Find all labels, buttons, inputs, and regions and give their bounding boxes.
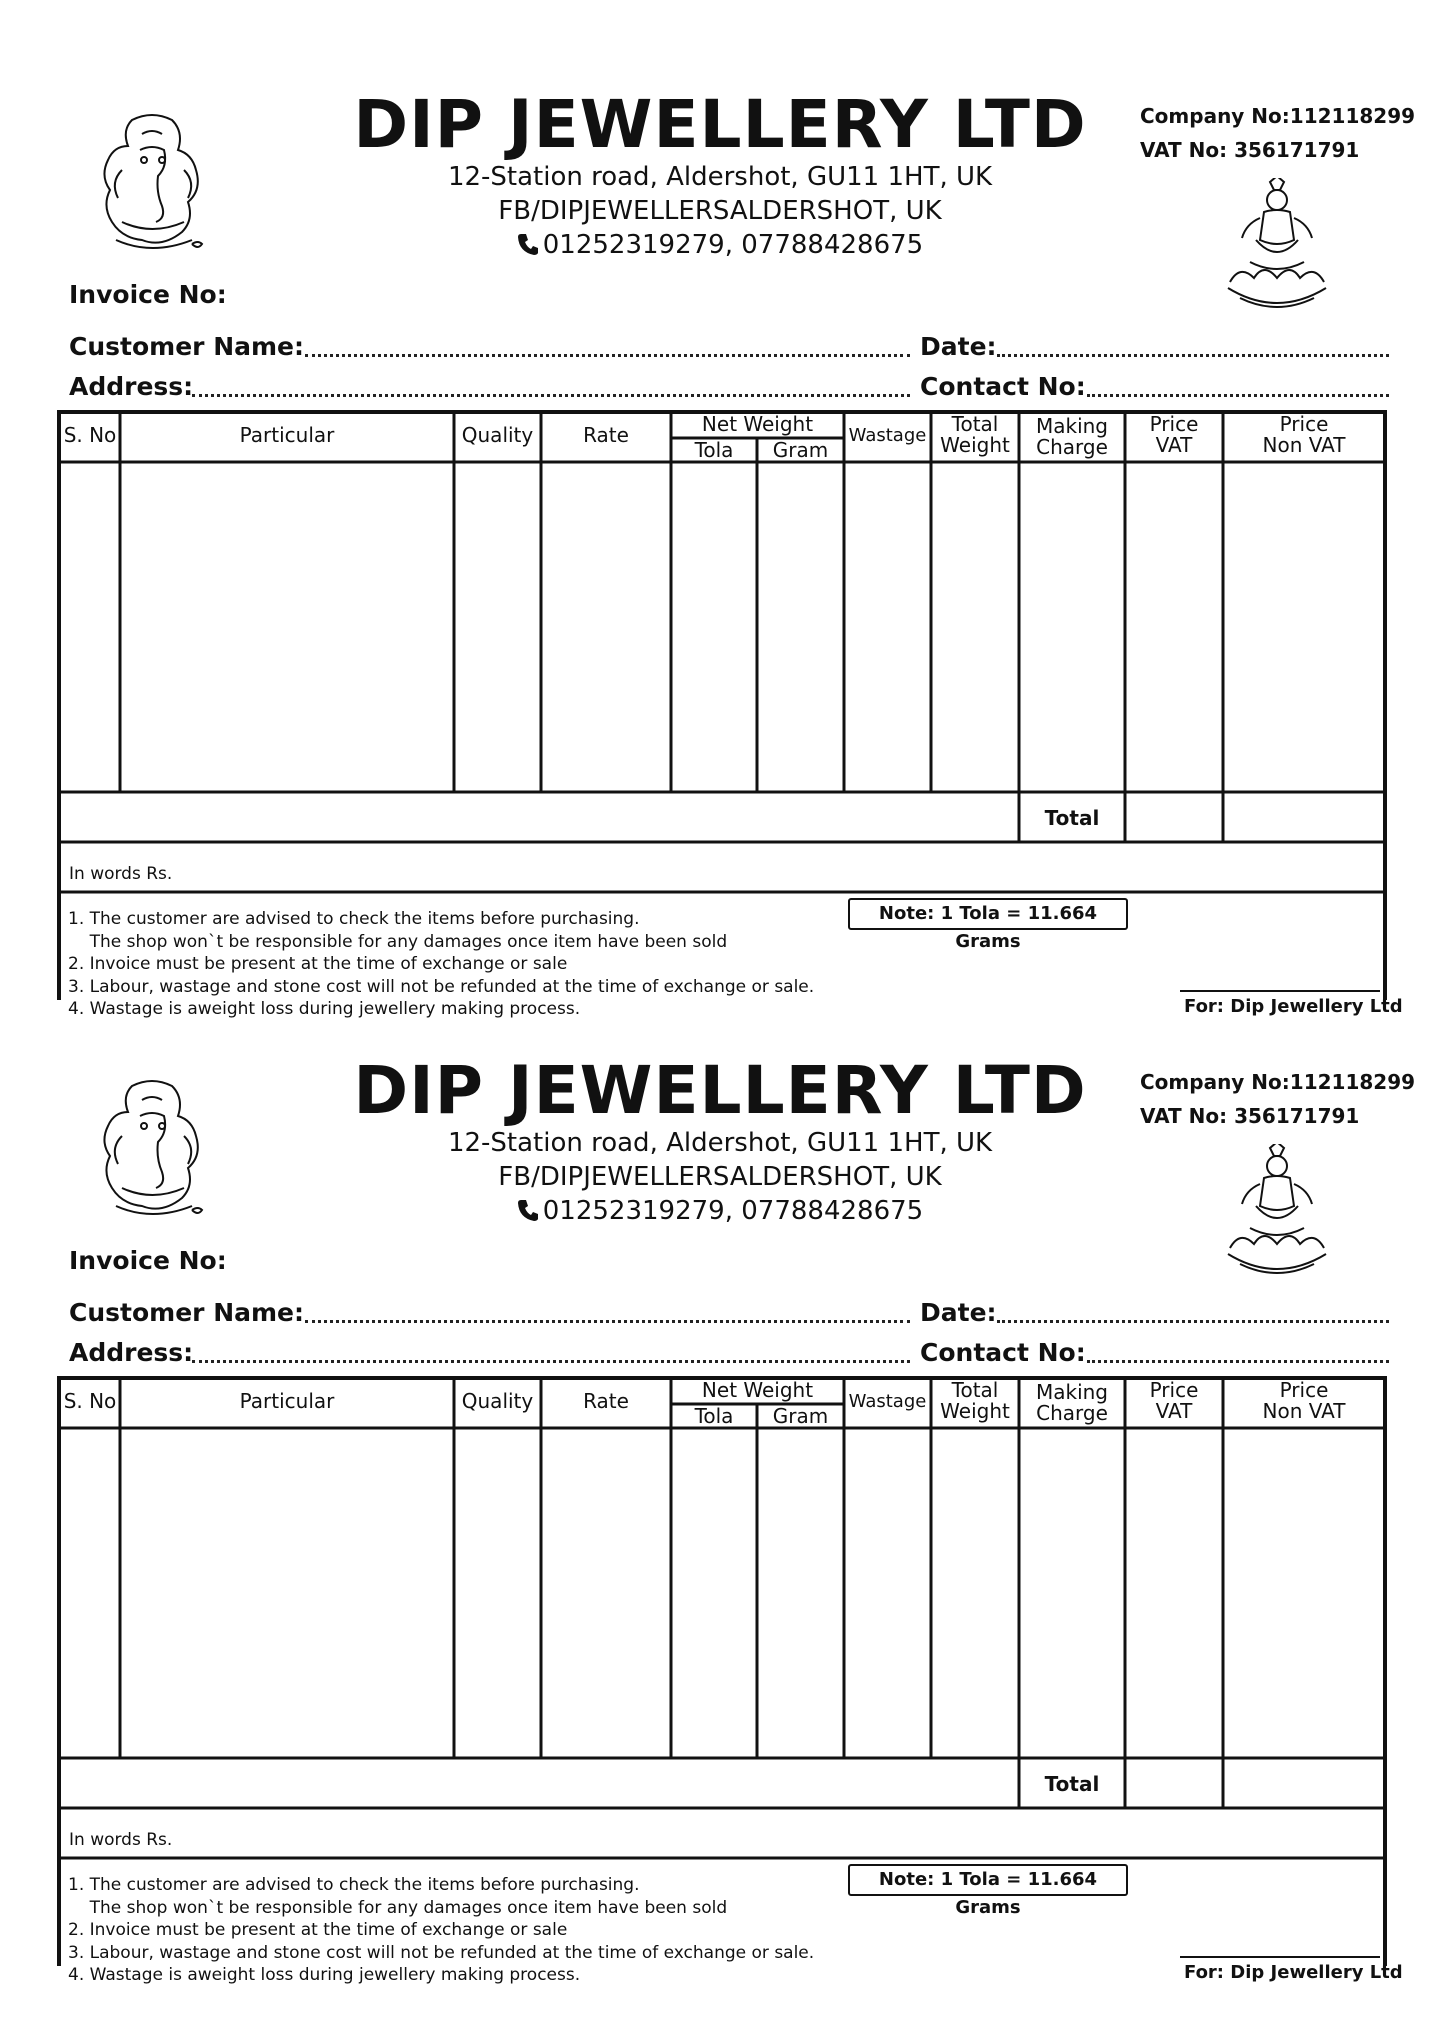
col-tola: Tola [694,1404,734,1428]
col-price-non-vat-line2: Non VAT [1262,433,1346,457]
col-total-weight [931,1380,1019,1422]
col-price-non-vat [1223,414,1385,456]
col-rate: Rate [583,1389,629,1413]
col-price-vat-line2: VAT [1155,433,1193,457]
col-gram: Gram [772,1404,829,1428]
signature-label: For: Dip Jewellery Ltd [1184,996,1403,1017]
col-net-weight: Net Weight [701,1378,814,1402]
date-label: Date: [920,332,997,361]
in-words-label: In words Rs. [69,864,173,884]
company-number: Company No:112118299 [1140,1070,1416,1094]
tola-conversion-note: Note: 1 Tola = 11.664 Grams [848,1864,1128,1896]
col-price-non-vat-line1: Price [1279,1378,1329,1402]
term-4: 4. Wastage is aweight loss during jewellery making process. [68,1965,581,1985]
col-price-vat [1125,1380,1223,1422]
term-2: 2. Invoice must be present at the time of exchange or sale [68,954,568,974]
company-facebook: FB/DIPJEWELLERSALDERSHOT, UK [498,1162,942,1192]
total-label: Total [1044,1772,1100,1796]
invoice-form [0,966,1445,1985]
col-making-charge [1019,416,1125,458]
col-quality: Quality [461,423,534,447]
term-4: 4. Wastage is aweight loss during jewellery making process. [68,999,581,1019]
company-number: Company No:112118299 [1140,104,1416,128]
col-making-line1: Making [1035,414,1109,438]
in-words-label: In words Rs. [69,1830,173,1850]
customer-name-label: Customer Name: [69,332,304,361]
col-making-line2: Charge [1036,435,1108,459]
company-address: 12-Station road, Aldershot, GU11 1HT, UK [447,1128,993,1158]
col-making-line2: Charge [1036,1401,1108,1425]
col-price-vat-line1: Price [1149,1378,1199,1402]
col-gram: Gram [772,438,829,462]
company-name: DIP JEWELLERY LTD [353,1052,1087,1129]
col-wastage: Wastage [848,1391,927,1412]
col-total-weight [931,414,1019,456]
contact-no-label: Contact No: [920,1338,1086,1367]
col-making-line1: Making [1035,1380,1109,1404]
invoice-table-grid [0,966,1445,1966]
phone-numbers: 01252319279, 07788428675 [542,1196,924,1226]
vat-number: VAT No: 356171791 [1140,1104,1360,1128]
total-label: Total [1044,806,1100,830]
contact-no-label: Contact No: [920,372,1086,401]
col-s-no: S. No [63,423,117,447]
signature-line [1180,1956,1380,1958]
col-price-vat-line2: VAT [1155,1399,1193,1423]
company-facebook: FB/DIPJEWELLERSALDERSHOT, UK [498,196,942,226]
invoice-form [0,0,1445,1019]
col-rate: Rate [583,423,629,447]
vat-number: VAT No: 356171791 [1140,138,1360,162]
address-label: Address: [69,1338,194,1367]
term-1-continued: The shop won`t be responsible for any damages once item have been sold [68,1897,728,1918]
date-label: Date: [920,1298,997,1327]
col-total-weight-line1: Total [951,1378,999,1402]
col-price-vat-line1: Price [1149,412,1199,436]
col-total-weight-line2: Weight [940,433,1010,457]
col-tola: Tola [694,438,734,462]
invoice-no-label: Invoice No: [69,1246,227,1275]
col-total-weight-line2: Weight [940,1399,1010,1423]
term-3: 3. Labour, wastage and stone cost will not be refunded at the time of exchange or sale. [68,1942,815,1963]
col-particular: Particular [239,1389,335,1413]
company-address: 12-Station road, Aldershot, GU11 1HT, UK [447,162,993,192]
col-price-non-vat-line2: Non VAT [1262,1399,1346,1423]
phone-numbers: 01252319279, 07788428675 [542,230,924,260]
address-label: Address: [69,372,194,401]
term-1-continued: The shop won`t be responsible for any damages once item have been sold [68,931,728,952]
term-1: 1. The customer are advised to check the items before purchasing. [68,909,640,929]
terms-list [68,1874,814,1987]
col-making-charge [1019,1382,1125,1424]
col-wastage: Wastage [848,425,927,446]
col-s-no: S. No [63,1389,117,1413]
signature-label: For: Dip Jewellery Ltd [1184,1962,1403,1983]
tola-conversion-note: Note: 1 Tola = 11.664 Grams [848,898,1128,930]
invoice-table-grid [0,0,1445,1000]
term-2: 2. Invoice must be present at the time of exchange or sale [68,1920,568,1940]
col-net-weight: Net Weight [701,412,814,436]
col-total-weight-line1: Total [951,412,999,436]
col-quality: Quality [461,1389,534,1413]
company-name: DIP JEWELLERY LTD [353,86,1087,163]
invoice-no-label: Invoice No: [69,280,227,309]
col-particular: Particular [239,423,335,447]
col-price-non-vat [1223,1380,1385,1422]
term-3: 3. Labour, wastage and stone cost will not be refunded at the time of exchange or sale. [68,976,815,997]
customer-name-label: Customer Name: [69,1298,304,1327]
col-price-vat [1125,414,1223,456]
col-price-non-vat-line1: Price [1279,412,1329,436]
term-1: 1. The customer are advised to check the items before purchasing. [68,1875,640,1895]
